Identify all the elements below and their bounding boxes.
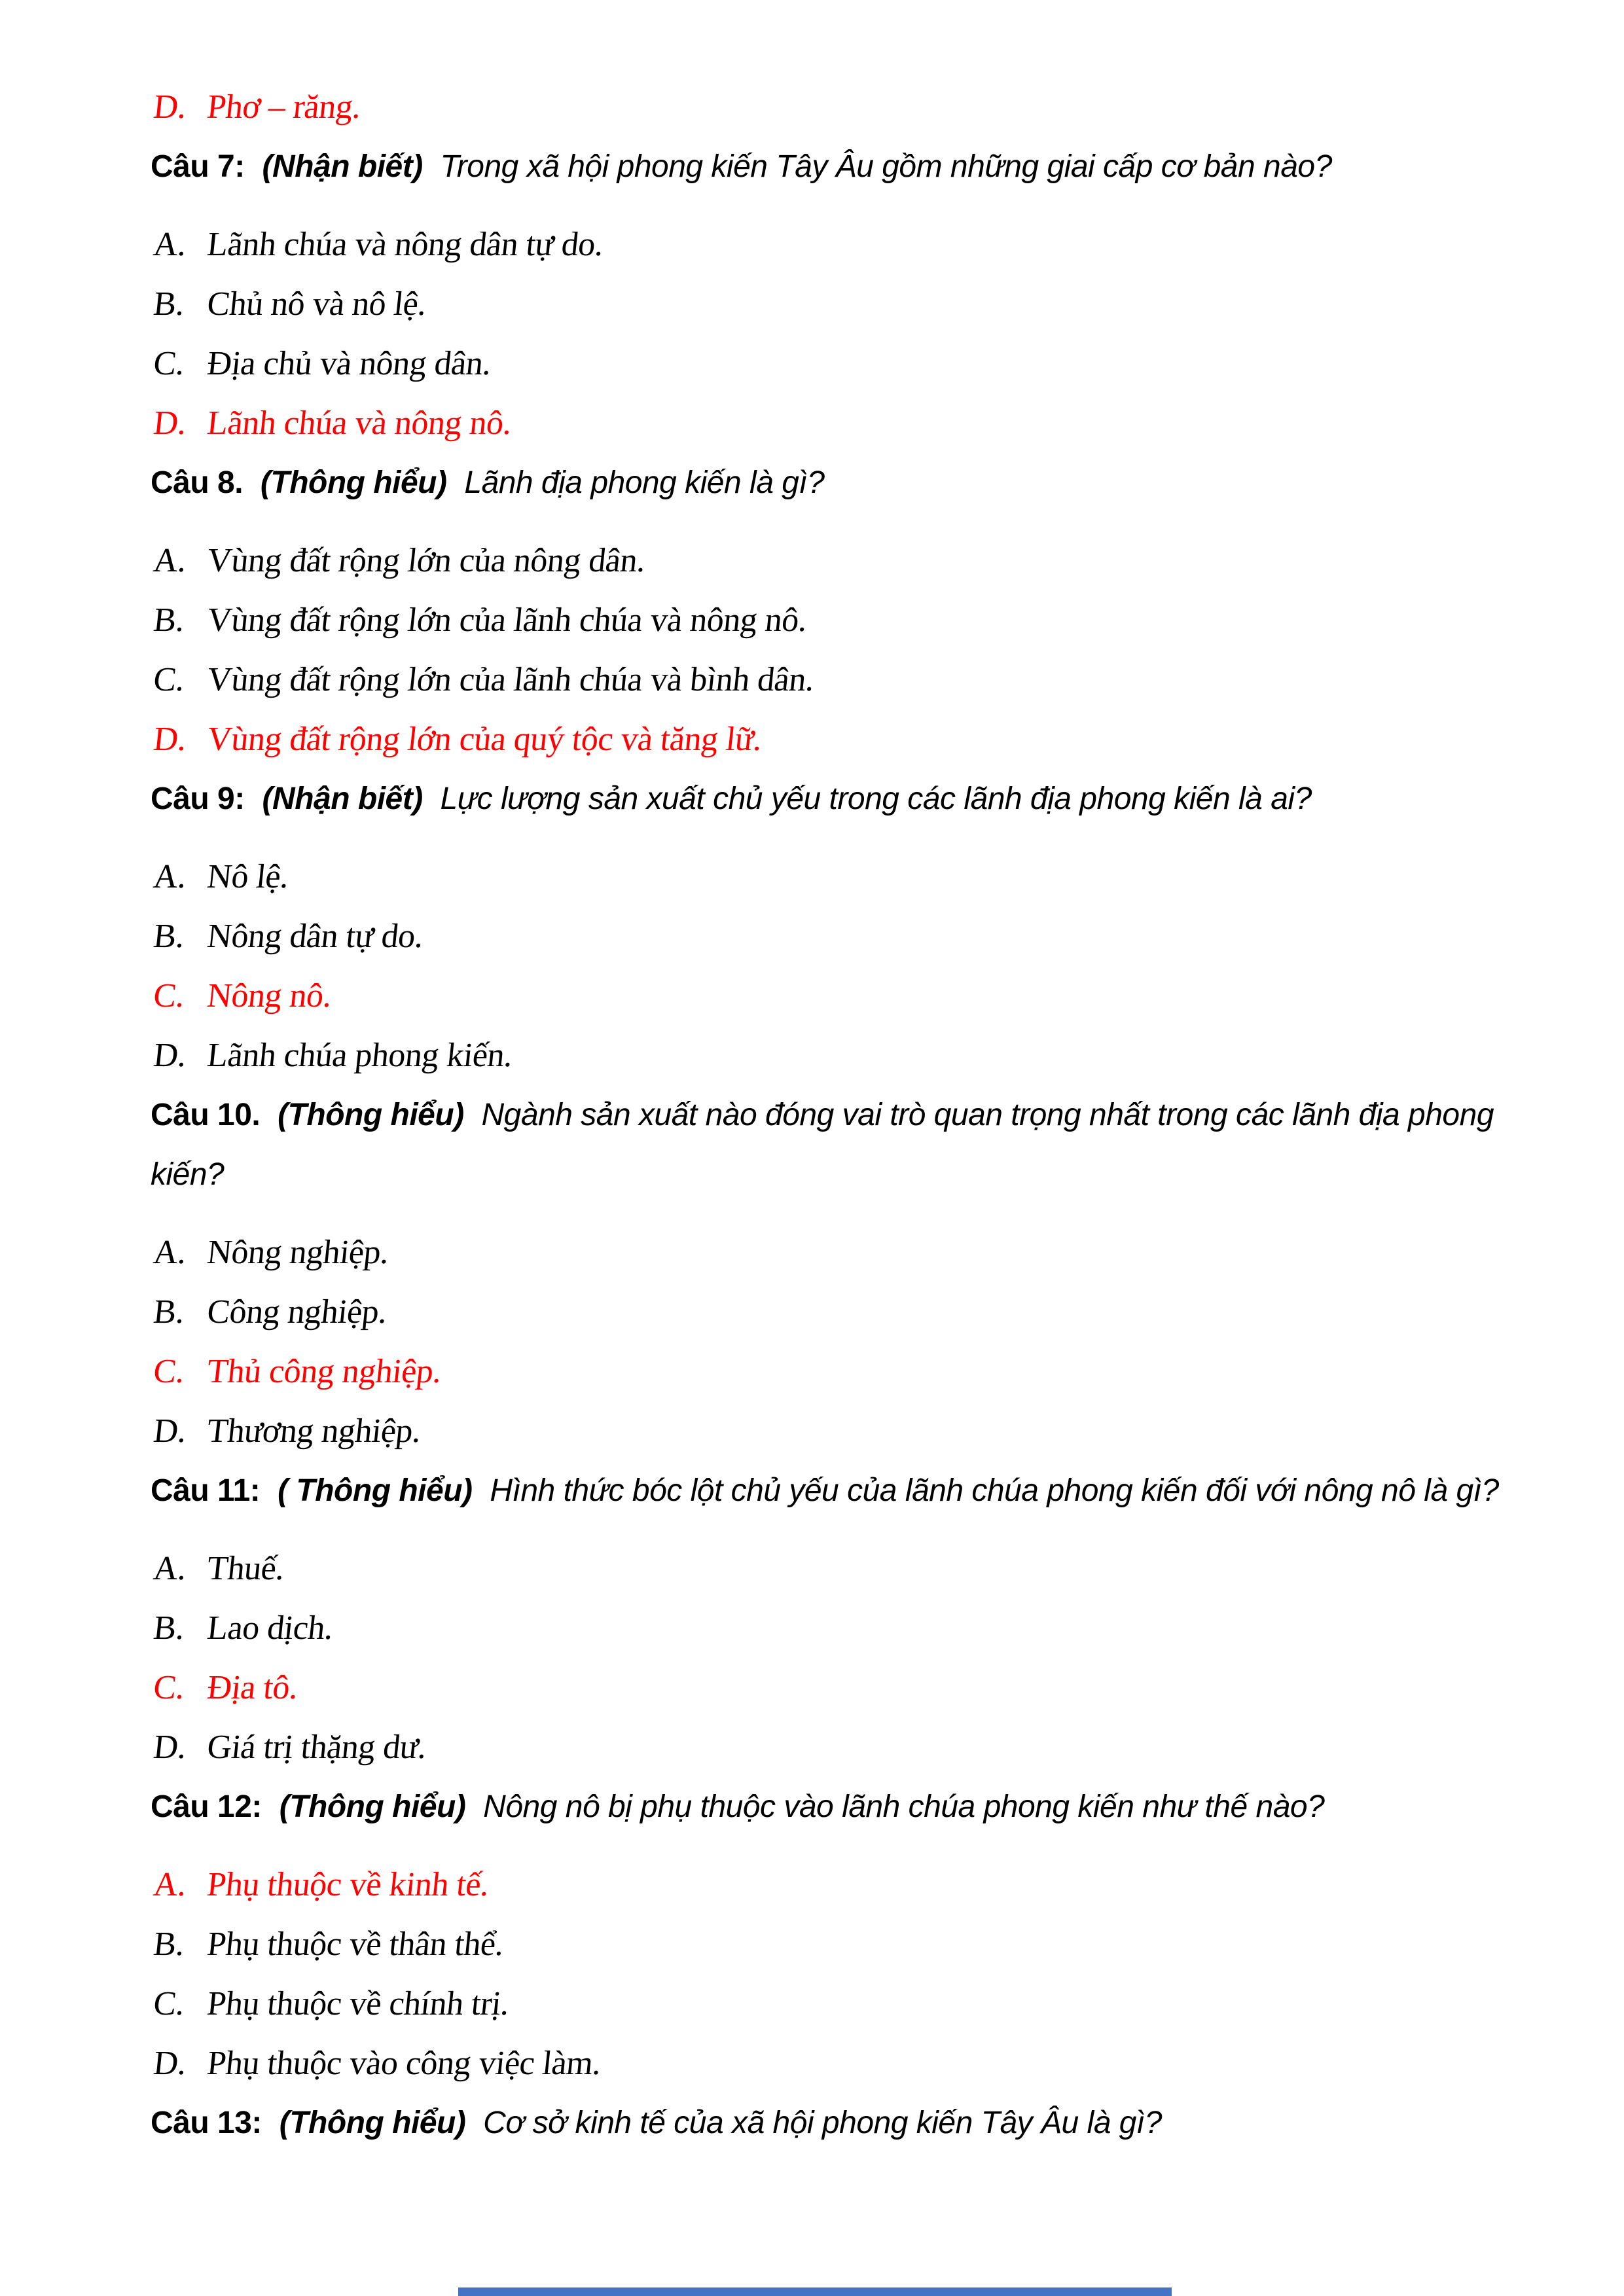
option-letter: D. [151,1729,189,1766]
question-9-option-d [151,1026,1519,1085]
question-text: Nông nô bị phụ thuộc vào lãnh chúa phong kiến như thế nào? [483,1789,1325,1824]
question-level-tag: (Nhận biết) [262,781,423,816]
question-text: Hình thức bóc lột chủ yếu của lãnh chúa phong kiến đối với nông nô là gì? [490,1473,1499,1508]
question-7-option-b [151,274,1519,334]
question-number: Câu 8. [151,465,244,500]
option-text: Vùng đất rộng lớn của nông dân. [205,542,647,579]
option-letter: A. [151,1234,189,1271]
question-12-stem [151,1777,1519,1837]
question-10-stem [151,1085,1519,1204]
option-text: Phụ thuộc về chính trị. [205,1985,511,2022]
question-level-tag: (Thông hiểu) [279,1789,466,1824]
question-13-stem [151,2093,1519,2153]
option-letter: C. [151,345,187,382]
option-text: Chủ nô và nô lệ. [205,285,429,323]
option-letter: D. [151,1412,189,1450]
question-level-tag: (Nhận biết) [262,149,423,184]
question-11-option-a [151,1539,1519,1598]
option-text: Giá trị thặng dư. [205,1729,429,1766]
option-text: Nông dân tự do. [205,918,425,955]
question-12-option-d [151,2034,1519,2093]
question-11-option-b [151,1598,1519,1658]
option-letter: C. [151,1669,187,1706]
question-number: Câu 7: [151,149,245,184]
option-letter: C. [151,1985,187,2022]
bottom-blue-bar [458,2287,1172,2296]
question-text: Cơ sở kinh tế của xã hội phong kiến Tây Âu là gì? [483,2106,1162,2140]
question-number: Câu 9: [151,781,245,816]
leftover-answer-line [151,77,1519,137]
option-text: Nông nghiệp. [205,1234,391,1271]
option-text: Phụ thuộc vào công việc làm. [205,2045,603,2082]
option-text: Công nghiệp. [205,1293,389,1331]
option-letter: B. [151,1293,187,1331]
option-letter: A. [151,226,189,263]
option-text: Vùng đất rộng lớn của quý tộc và tăng lữ. [205,721,764,758]
question-9-option-b [151,906,1519,966]
option-text: Lao dịch. [205,1609,335,1647]
question-number: Câu 12: [151,1789,262,1824]
option-text: Địa tô. [205,1669,300,1706]
question-11-stem [151,1461,1519,1520]
option-letter: B. [151,1926,187,1963]
question-9-option-a [151,847,1519,906]
question-level-tag: (Thông hiểu) [279,2106,466,2140]
option-letter: A. [151,542,189,579]
option-letter: D. [151,721,189,758]
option-text: Phụ thuộc về thân thể. [205,1926,506,1963]
option-text: Phơ – răng. [205,88,363,126]
option-letter: C. [151,977,187,1014]
question-11-option-c-answer [151,1658,1519,1717]
question-number: Câu 11: [151,1473,261,1508]
question-7-option-d-answer [151,393,1519,453]
option-letter: D. [151,88,189,126]
question-8-stem [151,453,1519,512]
question-10-option-d [151,1401,1519,1461]
question-10-option-c-answer [151,1342,1519,1401]
option-text: Nông nô. [205,977,334,1014]
option-text: Nô lệ. [205,858,291,895]
option-text: Thuế. [205,1550,287,1587]
question-level-tag: (Thông hiểu) [260,465,447,500]
question-7-stem [151,137,1519,196]
option-letter: A. [151,1866,189,1903]
option-letter: B. [151,1609,187,1647]
question-text: Lãnh địa phong kiến là gì? [464,465,825,500]
question-8-option-c [151,650,1519,709]
question-12-option-a-answer [151,1855,1519,1914]
option-text: Phụ thuộc về kinh tế. [205,1866,491,1903]
question-text: Trong xã hội phong kiến Tây Âu gồm những giai cấp cơ bản nào? [440,149,1332,184]
option-letter: D. [151,404,189,442]
question-7-option-a [151,215,1519,274]
question-text: Ngành sản xuất nào đóng vai trò quan trọng nhất trong các lãnh địa phong kiến? [151,1098,1494,1192]
option-letter: C. [151,661,187,698]
question-7-option-c [151,334,1519,393]
option-letter: D. [151,1037,189,1074]
question-12-option-b [151,1914,1519,1974]
option-letter: B. [151,601,187,639]
question-12-option-c [151,1974,1519,2034]
question-10-option-a [151,1223,1519,1282]
option-text: Vùng đất rộng lớn của lãnh chúa và nông nô. [205,601,809,639]
question-level-tag: ( Thông hiểu) [278,1473,473,1508]
option-letter: D. [151,2045,189,2082]
option-text: Thương nghiệp. [205,1412,423,1450]
option-letter: A. [151,858,189,895]
option-text: Lãnh chúa và nông dân tự do. [205,226,605,263]
option-text: Lãnh chúa phong kiến. [205,1037,514,1074]
question-text: Lực lượng sản xuất chủ yếu trong các lãnh địa phong kiến là ai? [440,781,1312,816]
question-8-option-b [151,590,1519,650]
option-letter: A. [151,1550,189,1587]
option-text: Lãnh chúa và nông nô. [205,404,514,442]
question-9-stem [151,769,1519,829]
question-level-tag: (Thông hiểu) [278,1098,464,1132]
question-number: Câu 10. [151,1098,261,1132]
question-11-option-d [151,1717,1519,1777]
question-9-option-c-answer [151,966,1519,1026]
option-text: Vùng đất rộng lớn của lãnh chúa và bình dân. [205,661,816,698]
option-letter: C. [151,1353,187,1390]
option-text: Địa chủ và nông dân. [205,345,494,382]
option-letter: B. [151,285,187,323]
question-number: Câu 13: [151,2106,262,2140]
option-letter: B. [151,918,187,955]
question-10-option-b [151,1282,1519,1342]
option-text: Thủ công nghiệp. [205,1353,444,1390]
document-page [151,77,1519,2171]
question-8-option-a [151,531,1519,590]
question-8-option-d-answer [151,709,1519,769]
